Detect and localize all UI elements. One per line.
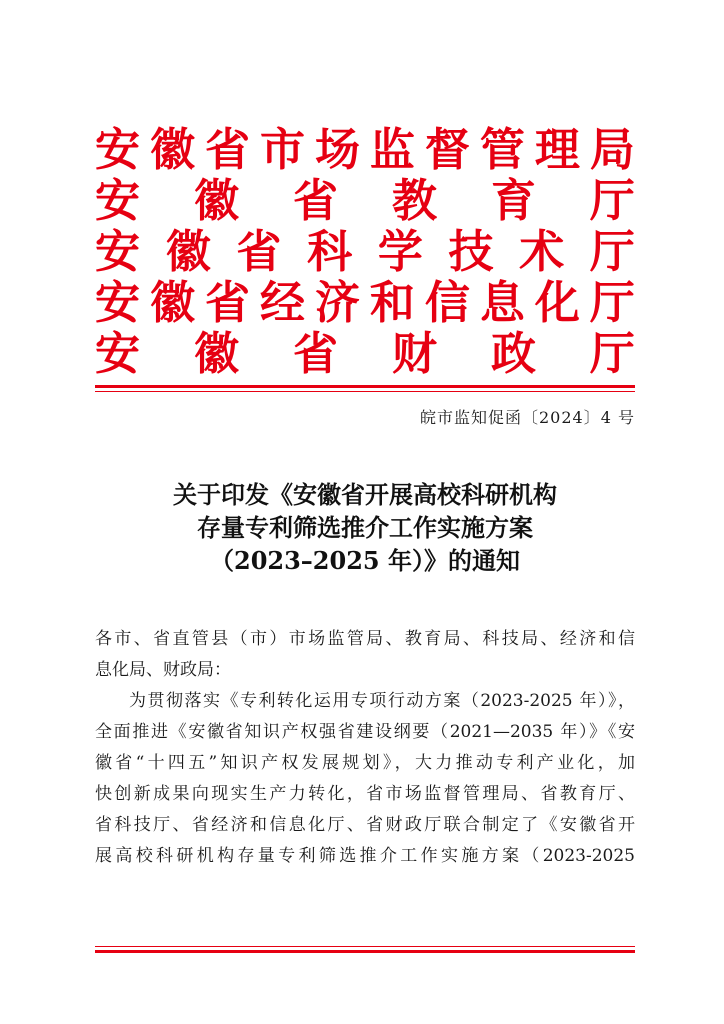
body-line: 息化局、财政局： — [95, 660, 231, 680]
issuer-char: 术 — [519, 225, 565, 278]
issuer-line — [95, 328, 635, 379]
issuing-authorities-header — [95, 124, 635, 379]
issuer-char: 政 — [490, 327, 536, 380]
issuer-char: 省 — [204, 276, 250, 329]
issuer-char: 济 — [314, 276, 360, 329]
body-line: 全面推进《安徽省知识产权强省建设纲要（2021—2035 年）》《安 — [95, 722, 635, 742]
issuer-char: 省 — [204, 123, 250, 176]
issuer-char: 徽 — [193, 327, 239, 380]
issuer-char: 安 — [95, 123, 141, 176]
issuer-line — [95, 226, 635, 277]
issuer-char: 科 — [307, 225, 353, 278]
issuer-char: 息 — [479, 276, 525, 329]
issuer-char: 安 — [95, 327, 141, 380]
issuer-char: 安 — [95, 276, 141, 329]
title-line-2: 存量专利筛选推介工作实施方案 — [197, 513, 533, 542]
issuer-line — [95, 277, 635, 328]
issuer-line — [95, 124, 635, 175]
issuer-char: 省 — [292, 174, 338, 227]
issuer-line — [95, 175, 635, 226]
issuer-char: 厅 — [589, 174, 635, 227]
issuer-char: 管 — [479, 123, 525, 176]
issuer-char: 省 — [292, 327, 338, 380]
issuer-char: 徽 — [165, 225, 211, 278]
document-number: 皖市监知促函〔2024〕4 号 — [420, 408, 635, 427]
issuer-char: 厅 — [589, 225, 635, 278]
issuer-char: 信 — [424, 276, 470, 329]
issuer-char: 督 — [424, 123, 470, 176]
issuer-char: 育 — [490, 174, 536, 227]
issuer-char: 教 — [391, 174, 437, 227]
header-divider-thick — [95, 385, 635, 388]
issuer-char: 徽 — [193, 174, 239, 227]
issuer-char: 厅 — [589, 276, 635, 329]
issuer-char: 经 — [259, 276, 305, 329]
issuer-char: 技 — [448, 225, 494, 278]
body-line: 各市、省直管县（市）市场监管局、教育局、科技局、经济和信 — [95, 629, 635, 649]
header-divider-thin — [95, 391, 635, 392]
issuer-char: 徽 — [149, 276, 195, 329]
document-body — [95, 624, 635, 872]
issuer-char: 省 — [236, 225, 282, 278]
issuer-char: 监 — [369, 123, 415, 176]
body-line: 省科技厅、省经济和信息化厅、省财政厅联合制定了《安徽省开 — [95, 815, 635, 835]
title-line-1: 关于印发《安徽省开展高校科研机构 — [173, 480, 557, 509]
document-title — [95, 478, 635, 577]
body-line: 快创新成果向现实生产力转化，省市场监督管理局、省教育厅、 — [95, 784, 635, 804]
issuer-char: 学 — [377, 225, 423, 278]
title-line-3: （2023–2025 年）》的通知 — [210, 546, 520, 575]
issuer-char: 局 — [589, 123, 635, 176]
issuer-char: 和 — [369, 276, 415, 329]
issuer-char: 市 — [259, 123, 305, 176]
issuer-char: 厅 — [589, 327, 635, 380]
issuer-char: 场 — [314, 123, 360, 176]
body-line: 徽省“十四五”知识产权发展规划》，大力推动专利产业化，加 — [95, 753, 635, 773]
body-line: 展高校科研机构存量专利筛选推介工作实施方案（2023-2025 — [95, 846, 635, 866]
issuer-char: 徽 — [149, 123, 195, 176]
issuer-char: 理 — [534, 123, 580, 176]
issuer-char: 化 — [534, 276, 580, 329]
footer-divider-thick — [95, 950, 635, 953]
footer-divider-thin — [95, 946, 635, 947]
issuer-char: 财 — [391, 327, 437, 380]
issuer-char: 安 — [95, 174, 141, 227]
body-line: 为贯彻落实《专利转化运用专项行动方案（2023-2025 年）》， — [129, 691, 635, 711]
issuer-char: 安 — [95, 225, 141, 278]
